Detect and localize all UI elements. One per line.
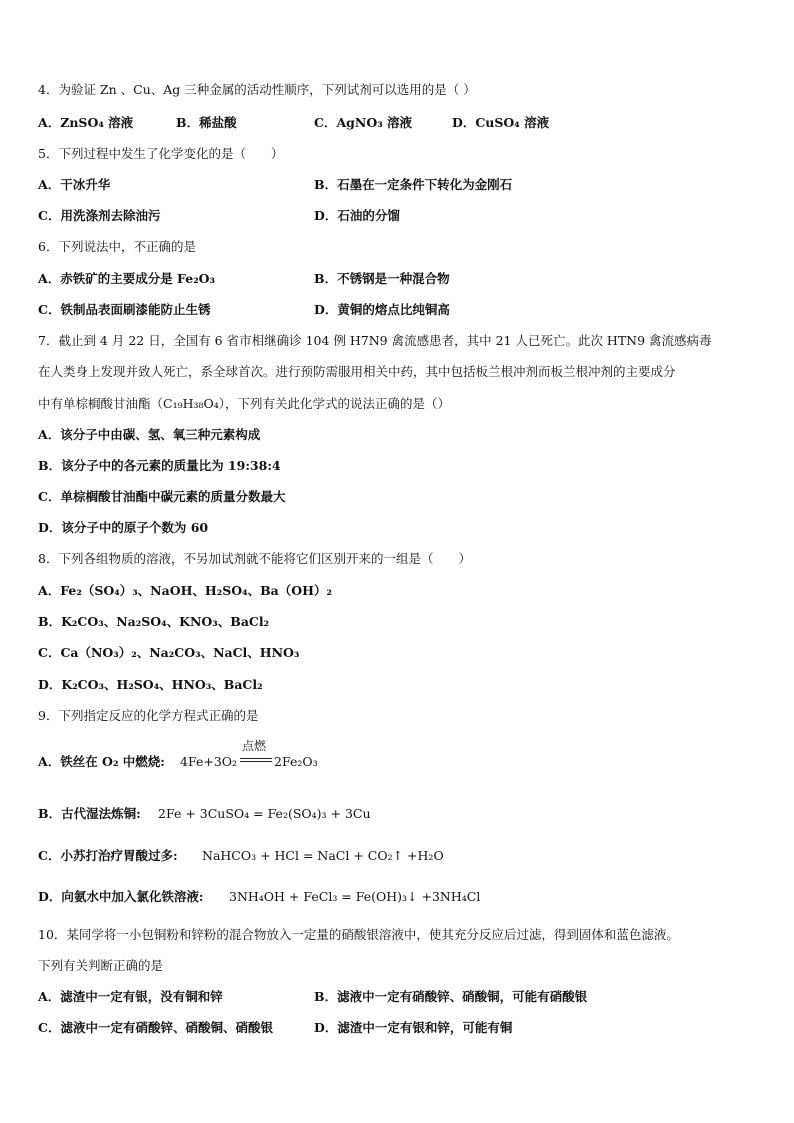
q4-option-c: C．AgNO₃ 溶液 [314, 115, 413, 130]
q10-option-c: C．滤液中一定有硝酸锌、硝酸铜、硝酸银 [38, 1020, 273, 1035]
q7-option-b: B．该分子中的各元素的质量比为 19:38:4 [38, 458, 281, 473]
q6-option-c: C．铁制品表面刷漆能防止生锈 [38, 302, 211, 317]
q7-option-c: C．单棕榈酸甘油酯中碳元素的质量分数最大 [38, 489, 286, 504]
q8-option-b: B．K₂CO₃、Na₂SO₄、KNO₃、BaCl₂ [38, 614, 270, 629]
q5-option-a: A．干冰升华 [38, 177, 111, 192]
q5-option-d: D．石油的分馏 [314, 208, 400, 223]
q6-stem: 6．下列说法中，不正确的是 [38, 239, 196, 254]
q4-option-d: D．CuSO₄ 溶液 [452, 115, 550, 130]
q9-option-c-equation: NaHCO₃ + HCl = NaCl + CO₂↑ +H₂O [202, 848, 444, 863]
q9-option-d-label: D．向氨水中加入氯化铁溶液: [38, 889, 204, 904]
q9-option-b-equation: 2Fe + 3CuSO₄ = Fe₂(SO₄)₃ + 3Cu [158, 806, 371, 821]
q8-option-c: C．Ca（NO₃）₂、Na₂CO₃、NaCl、HNO₃ [38, 645, 300, 660]
q9-option-a-label: A．铁丝在 O₂ 中燃烧: [38, 754, 165, 769]
q10-option-a: A．滤渣中一定有银，没有铜和锌 [38, 989, 223, 1004]
q7-stem-line3: 中有单棕榈酸甘油酯（C₁₉H₃₈O₄），下列有关此化学式的说法正确的是（） [38, 396, 451, 411]
q9-option-a-reactants: 4Fe+3O₂ [180, 754, 238, 769]
q9-option-a-condition: 点燃 [242, 739, 267, 753]
q5-option-b: B．石墨在一定条件下转化为金刚石 [314, 177, 513, 192]
q9-stem: 9．下列指定反应的化学方程式正确的是 [38, 708, 259, 723]
q4-stem: 4．为验证 Zn 、Cu、Ag 三种金属的活动性顺序，下列试剂可以选用的是（ ） [38, 82, 476, 97]
q8-stem: 8．下列各组物质的溶液，不另加试剂就不能将它们区别开来的一组是（ ） [38, 551, 471, 566]
q10-option-d: D．滤渣中一定有银和锌，可能有铜 [314, 1020, 513, 1035]
q9-option-a-products: 2Fe₂O₃ [274, 754, 318, 769]
q6-option-a: A．赤铁矿的主要成分是 Fe₂O₃ [38, 271, 216, 286]
q10-stem-line1: 10．某同学将一小包铜粉和锌粉的混合物放入一定量的硝酸银溶液中，使其充分反应后过滤，得到固体和蓝色滤液。 [38, 927, 679, 942]
q10-stem-line2: 下列有关判断正确的是 [38, 958, 164, 973]
q9-option-d-equation: 3NH₄OH + FeCl₃ = Fe(OH)₃↓ +3NH₄Cl [229, 889, 481, 904]
q9-option-b-label: B．古代湿法炼铜: [38, 806, 141, 821]
q9-option-a-equals-sign [240, 758, 272, 762]
q6-option-d: D．黄铜的熔点比纯铜高 [314, 302, 450, 317]
q5-stem: 5．下列过程中发生了化学变化的是（ ） [38, 146, 284, 161]
q8-option-a: A．Fe₂（SO₄）₃、NaOH、H₂SO₄、Ba（OH）₂ [38, 583, 332, 598]
q5-option-c: C．用洗涤剂去除油污 [38, 208, 161, 223]
q4-option-b: B．稀盐酸 [176, 115, 237, 130]
q7-option-d: D．该分子中的原子个数为 60 [38, 520, 209, 535]
q10-option-b: B．滤液中一定有硝酸锌、硝酸铜，可能有硝酸银 [314, 989, 588, 1004]
q7-option-a: A．该分子中由碳、氢、氧三种元素构成 [38, 427, 261, 442]
q7-stem-line2: 在人类身上发现并致人死亡，系全球首次。进行预防需服用相关中药，其中包括板兰根冲剂而板兰根冲剂的主要成分 [38, 364, 676, 379]
q4-option-a: A．ZnSO₄ 溶液 [38, 115, 134, 130]
q8-option-d: D．K₂CO₃、H₂SO₄、HNO₃、BaCl₂ [38, 677, 263, 692]
q7-stem-line1: 7．截止到 4 月 22 日，全国有 6 省市相继确诊 104 例 H7N9 禽流感患者，其中 21 人已死亡。此次 HTN9 禽流感病毒 [38, 333, 712, 348]
q9-option-c-label: C．小苏打治疗胃酸过多: [38, 848, 178, 863]
q6-option-b: B．不锈钢是一种混合物 [314, 271, 450, 286]
